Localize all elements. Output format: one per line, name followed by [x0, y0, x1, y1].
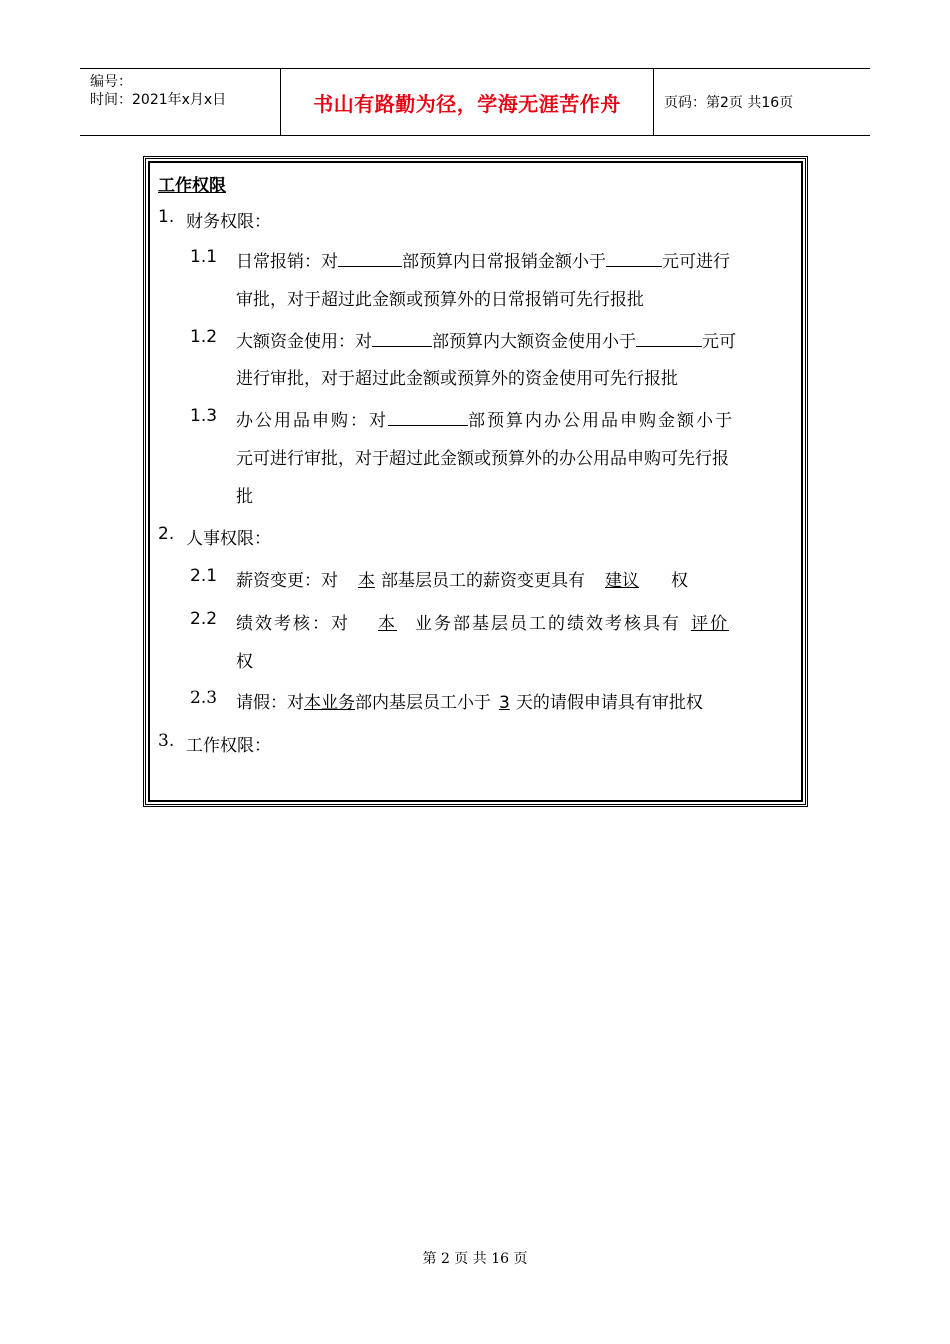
s2-2-line2: 权	[236, 652, 253, 672]
s2-1-fill2: 建议	[605, 571, 639, 591]
blank-field	[388, 408, 468, 426]
s1-2-line1	[236, 327, 736, 352]
code-label: 编号：	[90, 74, 132, 90]
header-meta	[80, 69, 281, 135]
s2-2-line1	[236, 609, 729, 634]
time-label: 时间：2021年x月x日	[90, 92, 227, 108]
content-frame	[143, 156, 808, 807]
header-motto-cell	[281, 69, 654, 135]
s3-num: 3.	[158, 731, 175, 751]
s1-3-line2: 元可进行审批，对于超过此金额或预算外的办公用品申购可先行报	[236, 449, 729, 469]
s1-1-line2: 审批，对于超过此金额或预算外的日常报销可先行报批	[236, 290, 644, 310]
s2-2-fill: 本	[378, 614, 397, 634]
s2-3-b: 部内基层员工小于	[355, 693, 491, 713]
blank-field	[338, 249, 402, 267]
content-frame-inner	[148, 161, 803, 802]
s2-1-b: 部基层员工的薪资变更具有	[381, 571, 585, 591]
s1-1-c: 元可进行	[662, 252, 730, 272]
s1-num: 1.	[158, 207, 175, 227]
s1-2-a: 大额资金使用：对	[236, 332, 372, 352]
s2-3-fill2: 3	[499, 693, 510, 713]
s2-2-b: 业务部基层员工的绩效考核具有	[415, 614, 681, 634]
s2-3-a: 请假：对	[236, 693, 304, 713]
s1-title: 财务权限：	[186, 212, 271, 232]
s1-1-num: 1.1	[190, 247, 218, 267]
s1-1-b: 部预算内日常报销金额小于	[402, 252, 606, 272]
page-info: 页码：第2页 共16页	[664, 95, 794, 111]
s1-3-a: 办公用品申购：对	[236, 411, 388, 431]
blank-field	[636, 329, 702, 347]
s1-1-line1	[236, 247, 730, 272]
s1-1-a: 日常报销：对	[236, 252, 338, 272]
s2-3-c: 天的请假申请具有审批权	[515, 693, 703, 713]
s2-1-line	[236, 566, 688, 591]
s1-3-line3: 批	[236, 487, 253, 507]
blank-field	[372, 329, 432, 347]
s2-1-num: 2.1	[190, 566, 218, 586]
s2-1-a: 薪资变更：对	[236, 571, 338, 591]
s2-3-fill: 本业务	[304, 693, 355, 713]
s3-title: 工作权限：	[186, 736, 271, 756]
s1-3-num: 1.3	[190, 406, 218, 426]
s1-3-b: 部预算内办公用品申购金额小于	[468, 411, 734, 431]
motto: 书山有路勤为径，学海无涯苦作舟	[313, 91, 621, 116]
blank-field	[606, 249, 662, 267]
s2-1-c: 权	[671, 571, 688, 591]
s1-2-line2: 进行审批，对于超过此金额或预算外的资金使用可先行报批	[236, 369, 678, 389]
page-footer: 第 2 页 共 16 页	[422, 1251, 528, 1267]
s2-title: 人事权限：	[186, 529, 271, 549]
s2-3-line	[236, 688, 703, 713]
s1-2-num: 1.2	[190, 327, 218, 347]
section-title: 工作权限	[158, 176, 226, 196]
s1-2-c: 元可	[702, 332, 736, 352]
s2-2-fill2: 评价	[691, 614, 729, 634]
page-header	[80, 68, 870, 136]
s2-1-fill: 本	[358, 571, 375, 591]
s2-2-num: 2.2	[190, 609, 218, 629]
s2-num: 2.	[158, 524, 175, 544]
s2-3-num: 2.3	[190, 688, 218, 708]
s2-2-a: 绩效考核：对	[236, 614, 350, 634]
s1-2-b: 部预算内大额资金使用小于	[432, 332, 636, 352]
s1-3-line1	[236, 406, 734, 431]
